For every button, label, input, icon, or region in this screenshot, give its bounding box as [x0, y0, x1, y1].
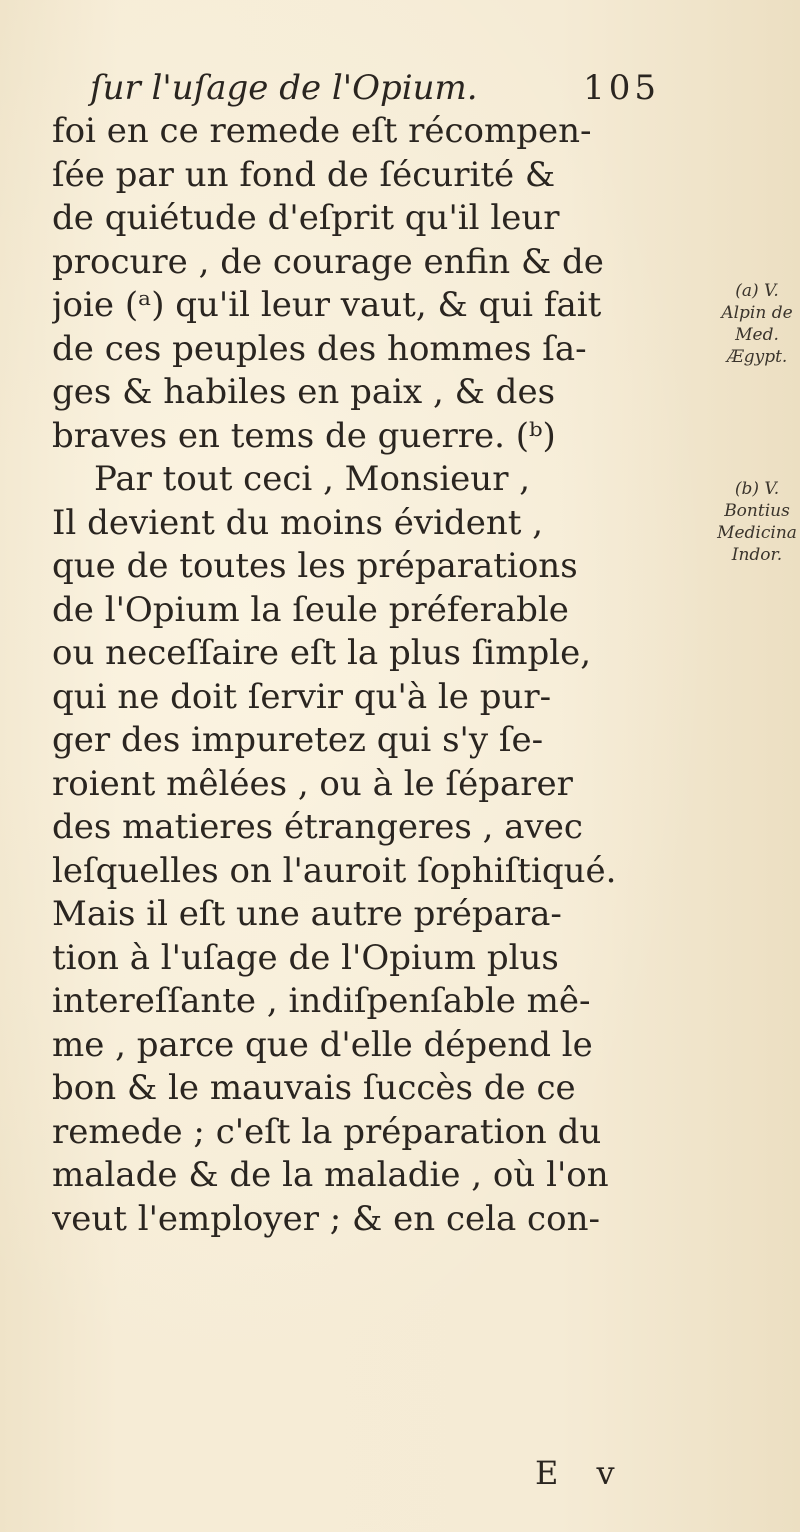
- text-line: joie (ᵃ) qu'il leur vaut, & qui fait: [52, 285, 602, 325]
- margin-note-line: Alpin de: [721, 303, 793, 323]
- page-number: 105: [583, 68, 660, 108]
- running-head: [90, 68, 660, 116]
- margin-note-b: [714, 478, 800, 566]
- text-line: qui ne doit ſervir qu'à le pur-: [52, 676, 552, 717]
- text-line: roient mêlées , ou à le ſéparer: [52, 763, 573, 804]
- margin-note-line: Medicina: [717, 523, 797, 543]
- margin-note-line: Bontius: [724, 501, 790, 521]
- text-line: intereſſante , indiſpenſable mê-: [52, 981, 591, 1021]
- text-line: ſée par un fond de ſécurité &: [52, 154, 556, 195]
- text-line: foi en ce remede eſt récompen-: [52, 111, 592, 151]
- running-head-title: ſur l'uſage de l'Opium.: [90, 68, 478, 108]
- text-line: que de toutes les préparations: [52, 546, 578, 586]
- text-line: malade & de la maladie , où l'on: [52, 1155, 609, 1195]
- margin-note-line: (a) V.: [735, 281, 779, 301]
- signature-mark: E v: [535, 1454, 629, 1492]
- text-line: de quiétude d'eſprit qu'il leur: [52, 198, 560, 238]
- text-line: Il devient du moins évident ,: [52, 502, 544, 543]
- margin-note-line: Indor.: [731, 545, 783, 565]
- text-line: me , parce que d'elle dépend le: [52, 1024, 593, 1065]
- text-line: de l'Opium la ſeule préferable: [52, 589, 569, 630]
- text-line: tion à l'uſage de l'Opium plus: [52, 937, 559, 978]
- text-line: ger des impuretez qui s'y ſe-: [52, 720, 544, 760]
- margin-note-a: [714, 280, 800, 368]
- text-line: ges & habiles en paix , & des: [52, 372, 556, 412]
- body-text: [52, 110, 712, 1241]
- margin-note-line: (b) V.: [734, 479, 780, 499]
- margin-note-line: Ægypt.: [726, 347, 788, 367]
- text-line: Par tout ceci , Monsieur ,: [94, 459, 531, 499]
- text-line: des matieres étrangeres , avec: [52, 807, 583, 847]
- text-line: veut l'employer ; & en cela con-: [52, 1198, 600, 1239]
- text-line: braves en tems de guerre. (ᵇ): [52, 415, 556, 456]
- text-line: Mais il eſt une autre prépara-: [52, 894, 562, 934]
- margin-note-line: Med.: [735, 325, 779, 345]
- text-line: procure , de courage enfin & de: [52, 241, 604, 282]
- text-line: bon & le mauvais ſuccès de ce: [52, 1068, 576, 1108]
- text-line: leſquelles on l'auroit ſophiſtiqué.: [52, 850, 617, 891]
- text-line: ou neceſſaire eſt la plus ſimple,: [52, 633, 592, 673]
- text-line: remede ; c'eſt la préparation du: [52, 1111, 602, 1152]
- text-line: de ces peuples des hommes ſa-: [52, 328, 587, 369]
